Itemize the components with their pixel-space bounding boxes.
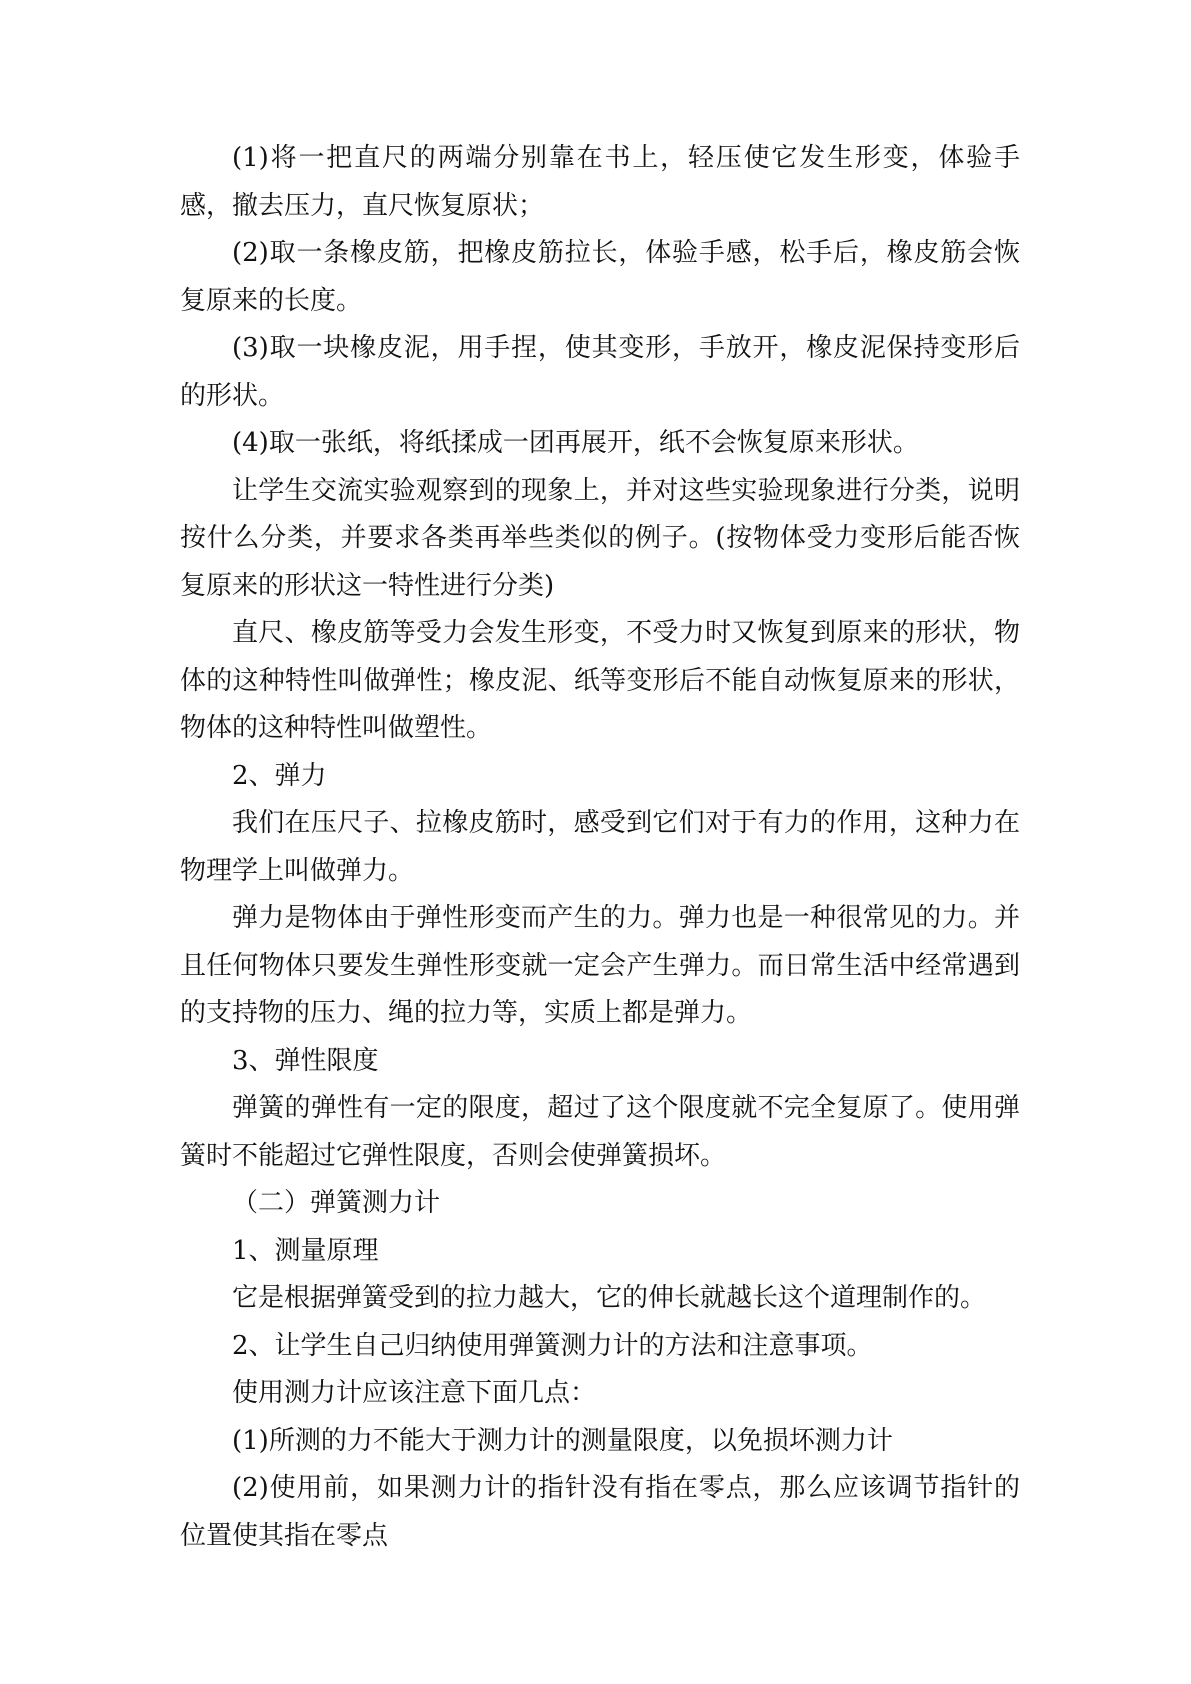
paragraph-9: 弹簧的弹性有一定的限度，超过了这个限度就不完全复原了。使用弹簧时不能超过它弹性限度，否则会使弹簧损坏。 xyxy=(180,1093,1020,1171)
heading-spring-dynamometer: （二）弹簧测力计 xyxy=(232,1188,441,1218)
paragraph-11: 2、让学生自己归纳使用弹簧测力计的方法和注意事项。 xyxy=(232,1330,873,1361)
paragraph-14: (2)使用前，如果测力计的指针没有指在零点，那么应该调节指针的位置使其指在零点 xyxy=(180,1473,1020,1551)
paragraph-10: 它是根据弹簧受到的拉力越大，它的伸长就越长这个道理制作的。 xyxy=(232,1283,987,1313)
paragraph-1: (1)将一把直尺的两端分别靠在书上，轻压使它发生形变，体验手感，撤去压力，直尺恢复原状； xyxy=(180,143,1020,221)
paragraph-4: (4)取一张纸，将纸揉成一团再展开，纸不会恢复原来形状。 xyxy=(232,428,919,458)
paragraph-2: (2)取一条橡皮筋，把橡皮筋拉长，体验手感，松手后，橡皮筋会恢复原来的长度。 xyxy=(180,238,1020,316)
paragraph-3: (3)取一块橡皮泥，用手捏，使其变形，手放开，橡皮泥保持变形后的形状。 xyxy=(180,333,1020,411)
heading-measuring-principle: 1、测量原理 xyxy=(232,1235,379,1266)
paragraph-13: (1)所测的力不能大于测力计的测量限度，以免损坏测力计 xyxy=(232,1425,893,1456)
heading-elastic-limit: 3、弹性限度 xyxy=(232,1045,379,1076)
paragraph-5: 让学生交流实验观察到的现象上，并对这些实验现象进行分类，说明按什么分类，并要求各类再举些类似的例子。(按物体受力变形后能否恢复原来的形状这一特性进行分类) xyxy=(180,475,1020,601)
heading-elastic-force: 2、弹力 xyxy=(232,760,327,791)
paragraph-7: 我们在压尺子、拉橡皮筋时，感受到它们对于有力的作用，这种力在物理学上叫做弹力。 xyxy=(180,808,1020,886)
paragraph-12: 使用测力计应该注意下面几点： xyxy=(232,1378,597,1408)
paragraph-6: 直尺、橡皮筋等受力会发生形变，不受力时又恢复到原来的形状，物体的这种特性叫做弹性；橡皮泥、纸等变形后不能自动恢复原来的形状，物体的这种特性叫做塑性。 xyxy=(180,618,1020,743)
paragraph-8: 弹力是物体由于弹性形变而产生的力。弹力也是一种很常见的力。并且任何物体只要发生弹性形变就一定会产生弹力。而日常生活中经常遇到的支持物的压力、绳的拉力等，实质上都是弹力。 xyxy=(180,903,1020,1028)
document-page xyxy=(180,135,1020,1560)
